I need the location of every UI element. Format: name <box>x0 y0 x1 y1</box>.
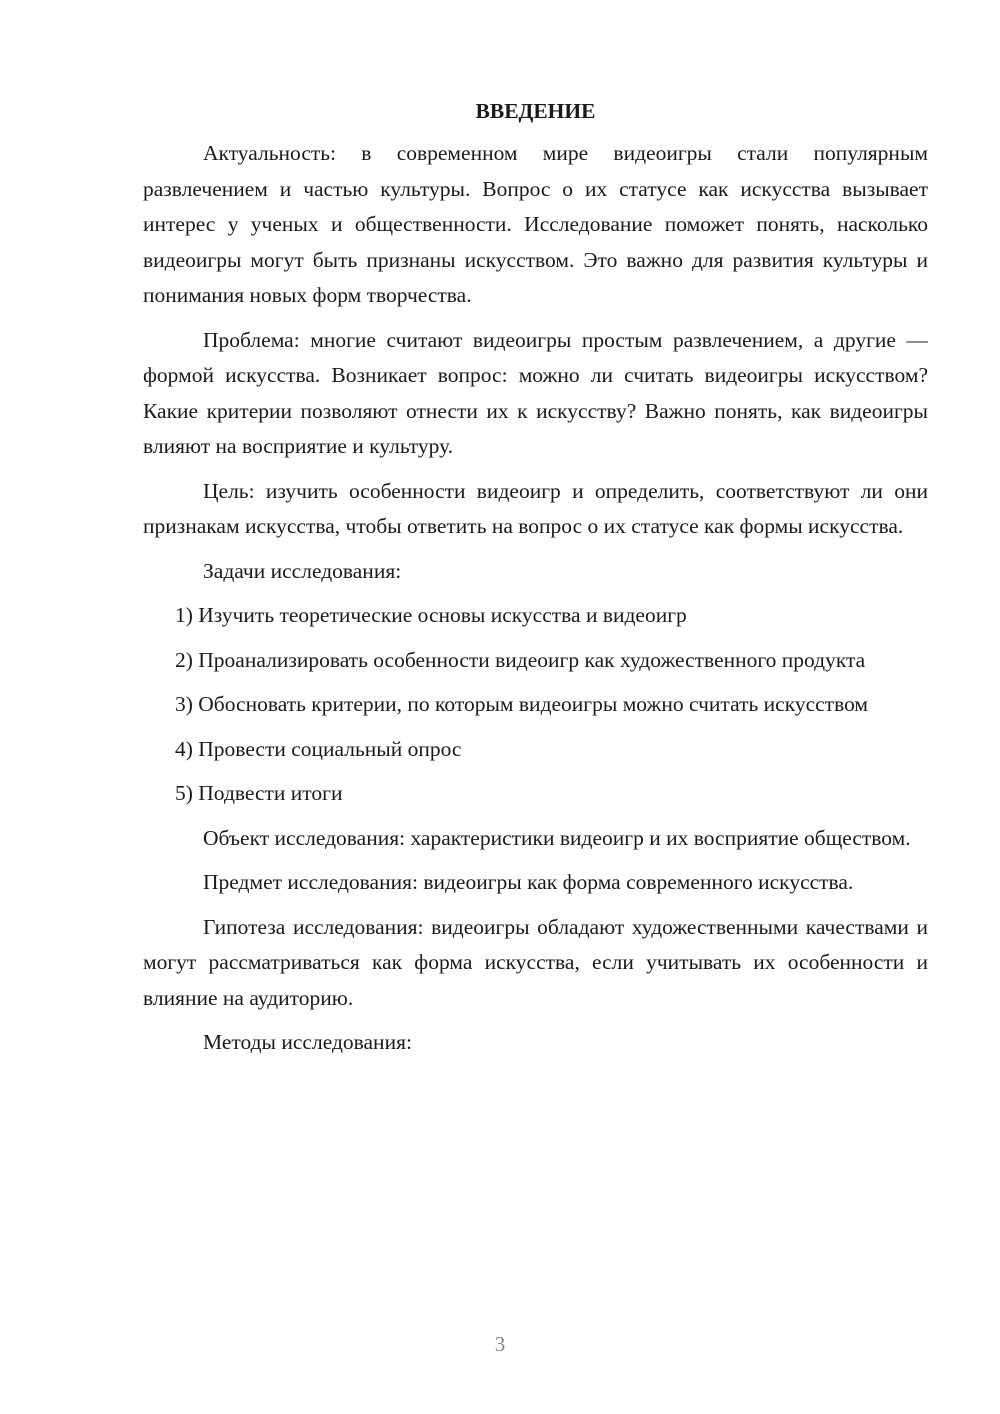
paragraph-relevance: Актуальность: в современном мире видеоигры стали популярным развлечением и частью культуры. Вопрос о их статусе как искусства вызывает интерес у ученых и общественности. Исследование поможет понять, насколько видеоигры могут быть признаны искусством. Это важно для развития культуры и понимания новых форм творчества. <box>143 141 928 307</box>
task-item: 3) Обосновать критерии, по которым видеоигры можно считать искусством <box>175 692 869 716</box>
page-number: 3 <box>494 1332 506 1356</box>
tasks-heading: Задачи исследования: <box>203 558 402 583</box>
paragraph-goal: Цель: изучить особенности видеоигр и определить, соответствуют ли они признакам искусства, чтобы ответить на вопрос о их статусе как формы искусства. <box>143 478 928 538</box>
task-item: 4) Провести социальный опрос <box>175 736 462 761</box>
methods-heading: Методы исследования: <box>203 1030 412 1054</box>
paragraph-subject: Предмет исследования: видеоигры как форма современного искусства. <box>203 870 854 894</box>
paragraph-object: Объект исследования: характеристики видеоигр и их восприятие обществом. <box>203 825 911 850</box>
page-content <box>143 96 928 1070</box>
paragraph-problem: Проблема: многие считают видеоигры простым развлечением, а другие — формой искусства. Возникает вопрос: можно ли считать видеоигры искусством? Какие критерии позволяют отнести их к искусству? Важно понять, как видеоигры влияют на восприятие и культуру. <box>143 327 928 458</box>
task-item: 1) Изучить теоретические основы искусства и видеоигр <box>175 603 687 627</box>
page-title: ВВЕДЕНИЕ <box>475 99 596 123</box>
paragraph-hypothesis: Гипотеза исследования: видеоигры обладают художественными качествами и могут рассматриваться как форма искусства, если учитывать их особенности и влияние на аудиторию. <box>143 914 928 1010</box>
task-item: 2) Проанализировать особенности видеоигр как художественного продукта <box>175 647 866 672</box>
task-item: 5) Подвести итоги <box>175 781 343 805</box>
